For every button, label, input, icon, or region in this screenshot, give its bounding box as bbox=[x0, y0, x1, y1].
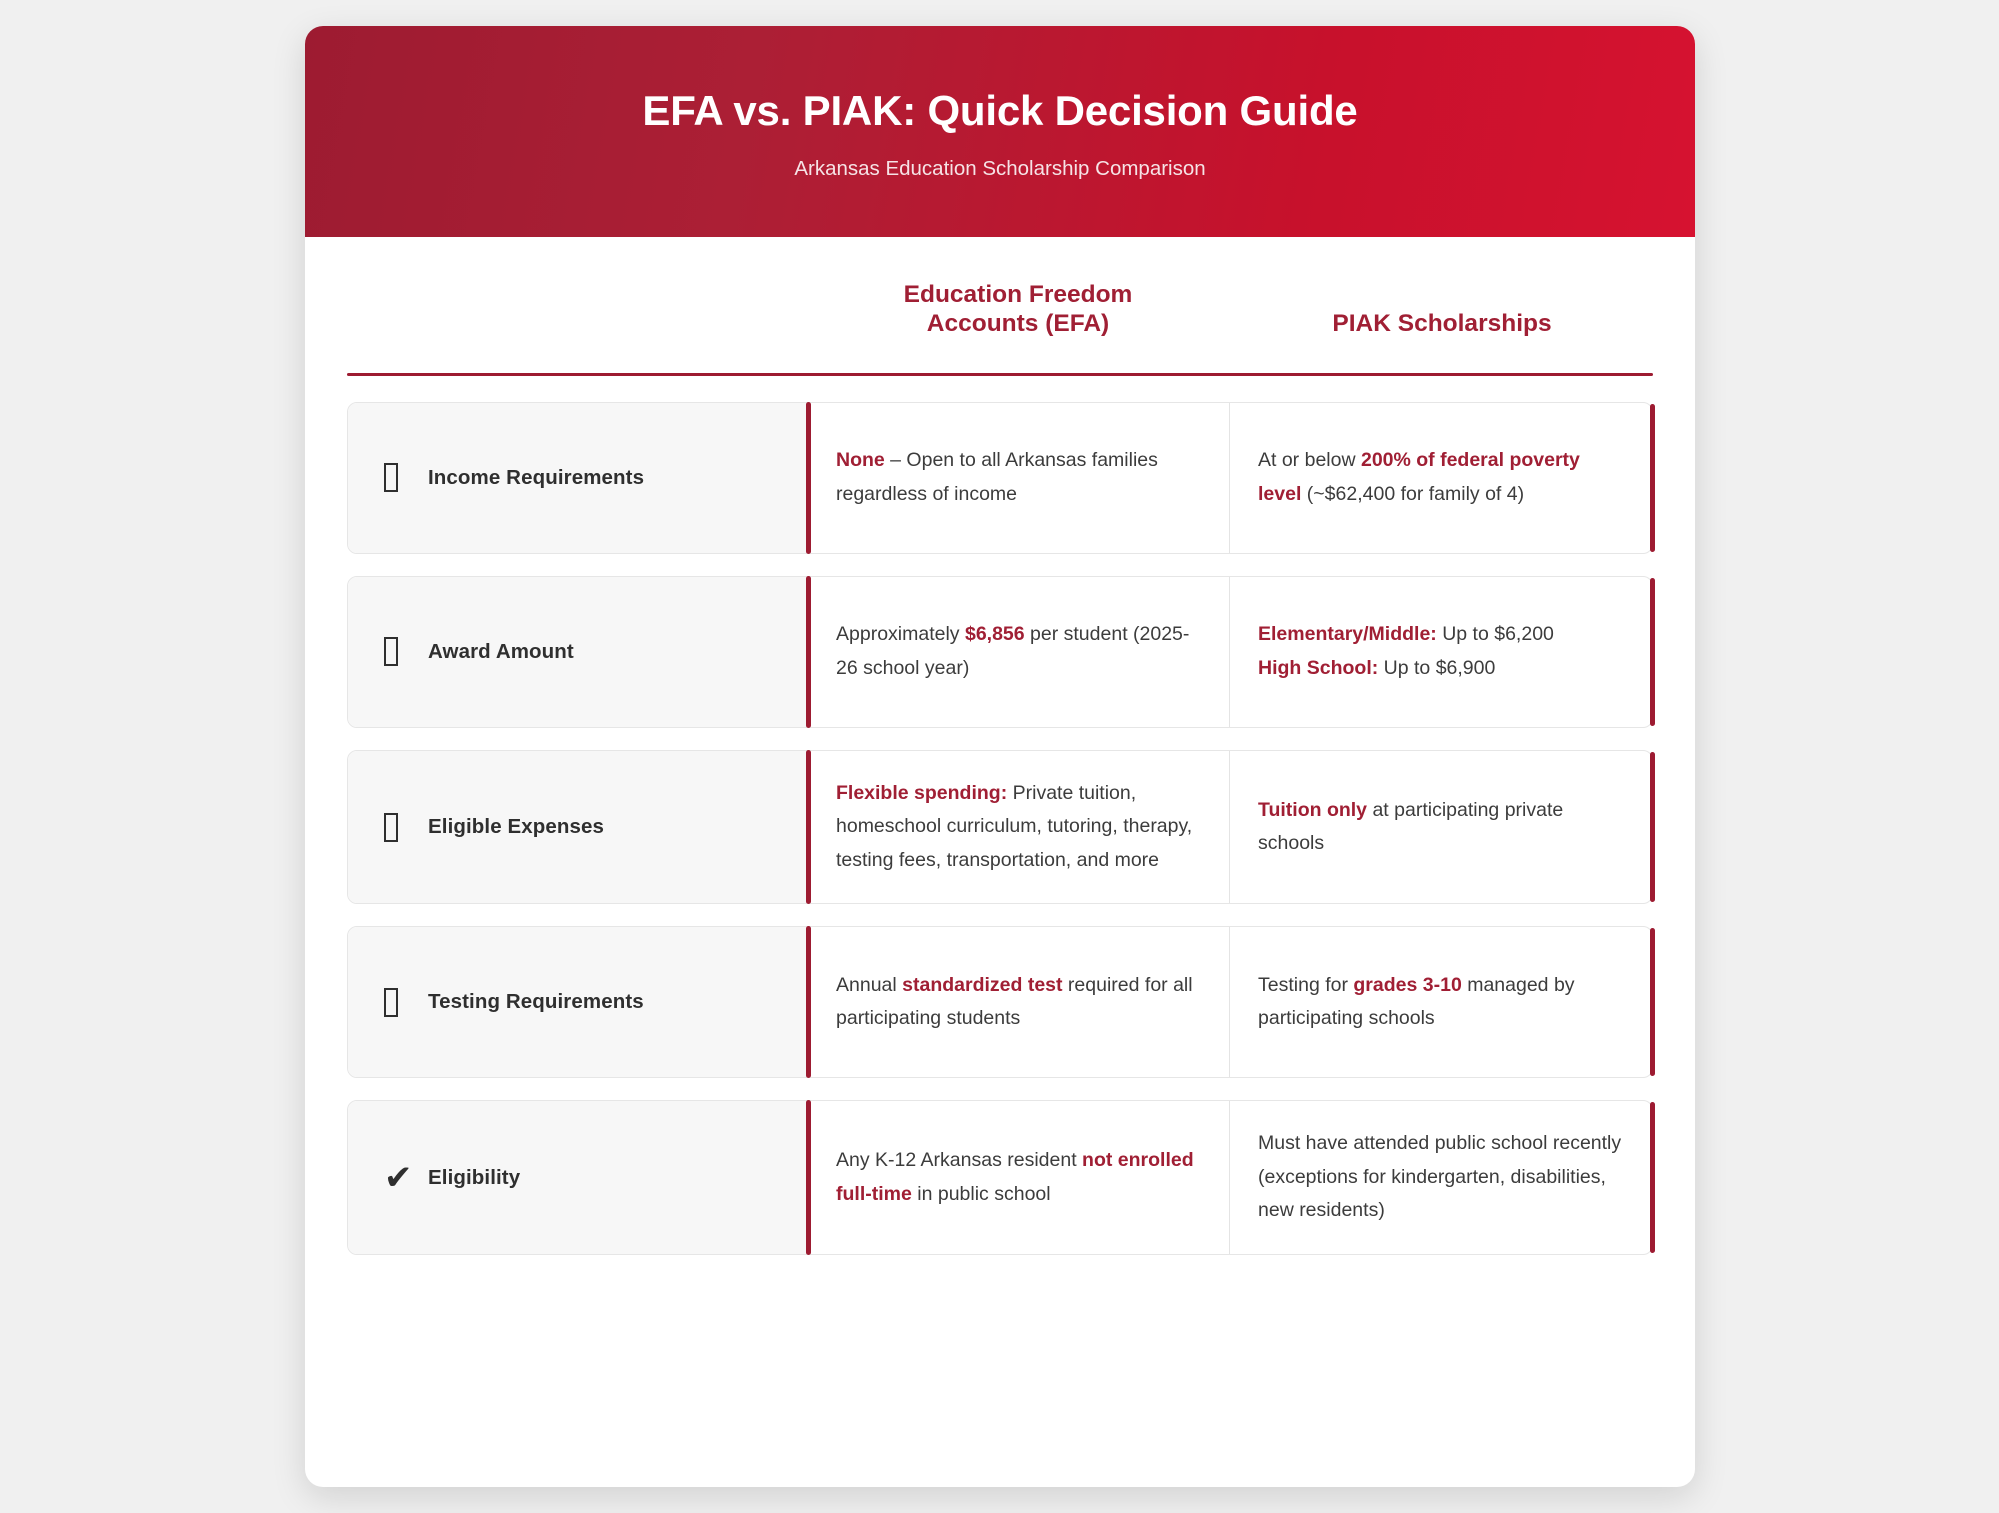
tofu-missing-glyph-icon bbox=[384, 813, 428, 842]
efa-value-text bbox=[836, 777, 1199, 878]
efa-value-text bbox=[836, 969, 1199, 1036]
value-text: At or below bbox=[1258, 449, 1361, 472]
highlighted-text: 200% of federal poverty level bbox=[1258, 449, 1580, 505]
comparison-row bbox=[347, 926, 1653, 1078]
row-label-cell bbox=[348, 577, 808, 727]
row-label-cell bbox=[348, 403, 808, 553]
value-text: required for all participating students bbox=[836, 973, 1193, 1030]
column-header-efa-line2: Accounts (EFA) bbox=[926, 309, 1110, 337]
value-text: Up to $6,900 bbox=[1378, 656, 1496, 679]
comparison-card bbox=[305, 26, 1695, 1487]
piak-value-cell bbox=[1230, 751, 1652, 904]
column-header-efa-line1: Education Freedom bbox=[903, 281, 1133, 308]
efa-value-cell bbox=[808, 1101, 1230, 1254]
piak-value-cell bbox=[1230, 403, 1652, 553]
card-banner bbox=[305, 26, 1695, 237]
row-label-text: Income Requirements bbox=[428, 465, 645, 489]
row-label-cell bbox=[348, 1101, 808, 1254]
piak-value-text bbox=[1258, 969, 1622, 1036]
value-text: (~$62,400 for family of 4) bbox=[1301, 482, 1525, 505]
row-label-cell bbox=[348, 751, 808, 904]
comparison-row bbox=[347, 750, 1653, 905]
piak-value-text bbox=[1258, 794, 1622, 861]
efa-value-text bbox=[836, 618, 1199, 685]
value-text: – Open to all Arkansas families regardless of income bbox=[836, 449, 1158, 505]
efa-value-cell bbox=[808, 577, 1230, 727]
column-header-row bbox=[347, 237, 1653, 345]
piak-value-cell bbox=[1230, 1101, 1652, 1254]
page-title: EFA vs. PIAK: Quick Decision Guide bbox=[642, 87, 1358, 135]
comparison-row bbox=[347, 576, 1653, 728]
value-text: Up to $6,200 bbox=[1436, 623, 1554, 646]
highlighted-text: grades 3-10 bbox=[1353, 973, 1462, 996]
row-label-cell bbox=[348, 927, 808, 1077]
efa-value-cell bbox=[808, 403, 1230, 553]
value-text: Approximately bbox=[836, 623, 965, 646]
efa-value-text bbox=[836, 1144, 1199, 1211]
piak-value-text bbox=[1258, 618, 1554, 685]
value-text: in public school bbox=[911, 1182, 1051, 1205]
highlighted-text: $6,856 bbox=[964, 623, 1025, 646]
tofu-missing-glyph-icon bbox=[384, 637, 428, 666]
piak-value-cell bbox=[1230, 577, 1652, 727]
piak-value-text bbox=[1258, 1127, 1622, 1228]
comparison-rows bbox=[347, 402, 1653, 1255]
value-text: Private tuition, homeschool curriculum, tutoring, therapy, testing fees, transportation, and more bbox=[836, 781, 1193, 871]
row-label-text: Eligible Expenses bbox=[428, 815, 605, 839]
comparison-row bbox=[347, 1100, 1653, 1255]
piak-value-cell bbox=[1230, 927, 1652, 1077]
tofu-missing-glyph-icon bbox=[384, 463, 428, 492]
value-text: Annual bbox=[836, 973, 903, 996]
column-header-piak: PIAK Scholarships bbox=[1332, 309, 1552, 337]
tofu-missing-glyph-icon bbox=[384, 988, 428, 1017]
column-header-efa bbox=[807, 281, 1229, 345]
value-text: managed by participating schools bbox=[1258, 973, 1575, 1030]
efa-value-text bbox=[836, 444, 1199, 511]
value-text: Any K-12 Arkansas resident bbox=[836, 1149, 1083, 1172]
header-divider bbox=[347, 373, 1653, 376]
highlighted-text: High School: bbox=[1258, 656, 1379, 679]
page-subtitle: Arkansas Education Scholarship Comparison bbox=[794, 156, 1206, 180]
comparison-row bbox=[347, 402, 1653, 554]
highlighted-text: standardized test bbox=[902, 973, 1063, 996]
highlighted-text: Flexible spending: bbox=[836, 781, 1008, 804]
value-text: at participating private schools bbox=[1258, 798, 1564, 855]
comparison-sheet bbox=[305, 237, 1695, 1307]
value-text: per student (2025-26 school year) bbox=[836, 623, 1190, 679]
piak-value-text bbox=[1258, 444, 1622, 511]
efa-value-cell bbox=[808, 751, 1230, 904]
highlighted-text: not enrolled full-time bbox=[836, 1149, 1194, 1205]
check-mark-icon: ✔ bbox=[384, 1158, 413, 1197]
row-label-text: Award Amount bbox=[428, 639, 574, 663]
highlighted-text: Tuition only bbox=[1258, 798, 1368, 821]
value-text: Must have attended public school recently (exceptions for kindergarten, disabilities, new residents) bbox=[1258, 1132, 1622, 1222]
efa-value-cell bbox=[808, 927, 1230, 1077]
row-label-text: Testing Requirements bbox=[428, 990, 644, 1014]
row-label-text: Eligibility bbox=[428, 1165, 521, 1189]
highlighted-text: Elementary/Middle: bbox=[1258, 623, 1437, 646]
value-text: Testing for bbox=[1258, 973, 1354, 996]
highlighted-text: None bbox=[836, 449, 885, 472]
